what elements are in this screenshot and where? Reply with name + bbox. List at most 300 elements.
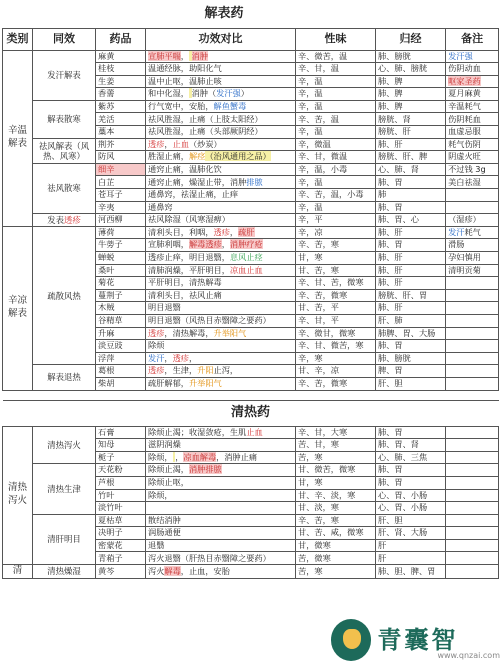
text-segment: 清明贡菊 — [448, 264, 481, 275]
text-segment: 耗气 — [464, 226, 481, 237]
text-segment: 除烦， — [148, 489, 173, 500]
drug-name: 淡竹叶 — [96, 502, 146, 515]
drug-name: 荆芥 — [96, 138, 146, 151]
drug-note — [446, 377, 499, 390]
drug-name: 夏枯草 — [96, 514, 146, 527]
text-segment: 消肿 — [191, 50, 208, 61]
drug-taste: 辛、苦，寒 — [296, 239, 376, 252]
group-xiehuo: 清热泻火 — [33, 426, 96, 464]
text-segment: 解痉 — [188, 151, 206, 162]
text-segment: 清肺润燥，平肝明目， — [148, 264, 230, 275]
herb-comparison-sheet — [2, 2, 498, 579]
text-segment: 和中化湿， — [148, 88, 189, 99]
text-segment: 伤阴耗血 — [448, 113, 481, 124]
section-spacer — [3, 390, 499, 400]
drug-name: 竹叶 — [96, 489, 146, 502]
drug-function — [146, 489, 296, 502]
drug-note — [446, 151, 499, 164]
table-row — [3, 464, 499, 477]
drug-meridian: 肺、肝 — [376, 264, 446, 277]
drug-function — [146, 476, 296, 489]
drug-note — [446, 302, 499, 315]
drug-function — [146, 426, 296, 439]
text-segment: 通鼻窍 — [148, 201, 173, 212]
drug-function — [146, 75, 296, 88]
drug-name: 防风 — [96, 151, 146, 164]
drug-note — [446, 138, 499, 151]
drug-meridian: 膀胱、肝、脾 — [376, 151, 446, 164]
text-segment: 消肿（ — [191, 88, 217, 99]
text-segment: 平肝明目，清热解毒 — [148, 277, 222, 288]
text-segment: 宣肺利咽， — [148, 239, 189, 250]
drug-function — [146, 252, 296, 265]
drug-function — [146, 113, 296, 126]
text-segment: ， — [229, 226, 239, 237]
text-segment: 解鱼蟹毒 — [213, 100, 247, 111]
drug-taste: 甘、苦，平 — [296, 302, 376, 315]
drug-note — [446, 252, 499, 265]
text-segment: 祛风胜湿，止痛（上肢太阳经） — [148, 113, 263, 124]
drug-function — [146, 451, 296, 464]
text-segment: 温中止呕，温肺止咳 — [148, 75, 222, 86]
drug-name: 石膏 — [96, 426, 146, 439]
drug-meridian: 肺、肝 — [376, 138, 446, 151]
text-segment: 退翳 — [148, 539, 165, 550]
drug-name: 知母 — [96, 439, 146, 452]
drug-name: 栀子 — [96, 451, 146, 464]
drug-taste: 辛、甘、微苦，寒 — [296, 340, 376, 353]
text-segment: 透疹 — [172, 352, 189, 363]
drug-function — [146, 201, 296, 214]
drug-function — [146, 514, 296, 527]
drug-meridian: 肺、膀胱 — [376, 50, 446, 63]
drug-note — [446, 176, 499, 189]
drug-name: 木贼 — [96, 302, 146, 315]
text-segment: （治风通用之品） — [205, 151, 271, 162]
category-qing: 清 — [3, 565, 33, 579]
text-segment: ， — [164, 352, 173, 363]
drug-meridian: 肺、胆、脾、胃 — [376, 565, 446, 579]
drug-name: 藁本 — [96, 126, 146, 139]
drug-meridian: 膀胱、肝 — [376, 126, 446, 139]
drug-meridian: 肺、肝 — [376, 302, 446, 315]
drug-name: 紫苏 — [96, 100, 146, 113]
drug-name: 柴胡 — [96, 377, 146, 390]
watermark-url: www.qnzai.com — [437, 650, 500, 660]
drug-function — [146, 340, 296, 353]
table-row — [3, 50, 499, 63]
drug-note — [446, 201, 499, 214]
drug-note — [446, 476, 499, 489]
text-segment: 解毒 — [164, 565, 181, 576]
drug-meridian: 心、肺、三焦 — [376, 451, 446, 464]
drug-meridian: 肺、胃 — [376, 239, 446, 252]
drug-function — [146, 377, 296, 390]
drug-function — [146, 264, 296, 277]
text-segment: 散结消肿 — [148, 514, 181, 525]
drug-note — [446, 100, 499, 113]
table-row — [3, 214, 499, 227]
drug-note — [446, 88, 499, 101]
drug-taste: 甘，微寒 — [296, 539, 376, 552]
drug-taste: 辛、甘，微温 — [296, 151, 376, 164]
drug-taste: 辛，温 — [296, 75, 376, 88]
group-fabiao — [33, 214, 96, 227]
drug-name: 辛夷 — [96, 201, 146, 214]
drug-note — [446, 352, 499, 365]
text-segment: ， — [175, 451, 184, 462]
drug-meridian: 肺、胃 — [376, 176, 446, 189]
text-segment: 通窍止痛，燥湿止带，消肿 — [148, 176, 247, 187]
drug-taste: 辛，寒 — [296, 352, 376, 365]
drug-note — [446, 552, 499, 565]
drug-function — [146, 126, 296, 139]
drug-function — [146, 314, 296, 327]
drug-note — [446, 189, 499, 202]
text-segment: 温通经脉，助阳化气 — [148, 63, 222, 74]
text-segment: 透疹 — [213, 226, 230, 237]
text-segment: （湿疹） — [448, 214, 481, 225]
text-segment: 明目退翳（风热目赤翳障之要药） — [148, 315, 271, 326]
drug-name: 谷精草 — [96, 314, 146, 327]
drug-function — [146, 100, 296, 113]
text-segment: 透疹 — [148, 138, 165, 149]
text-segment: ， — [180, 50, 189, 61]
drug-function — [146, 552, 296, 565]
drug-note — [446, 451, 499, 464]
header-meridian: 归经 — [376, 28, 446, 50]
drug-meridian: 肺、胃 — [376, 426, 446, 439]
text-segment: 呕家圣药 — [448, 75, 481, 86]
text-segment: ， — [221, 239, 230, 250]
drug-note — [446, 113, 499, 126]
drug-taste: 辛，温 — [296, 88, 376, 101]
drug-meridian: 肝、胆 — [376, 377, 446, 390]
drug-meridian: 肺、肝 — [376, 226, 446, 239]
drug-taste: 苦，寒 — [296, 565, 376, 579]
drug-taste: 辛、甘，温 — [296, 63, 376, 76]
text-segment: 发汗强 — [216, 88, 241, 99]
drug-note — [446, 426, 499, 439]
drug-note — [446, 565, 499, 579]
text-segment: 清利头目，祛风止痛 — [148, 289, 222, 300]
drug-taste: 甘、淡，寒 — [296, 502, 376, 515]
drug-function — [146, 539, 296, 552]
drug-taste: 辛，温 — [296, 126, 376, 139]
header-row — [3, 28, 499, 50]
drug-note — [446, 314, 499, 327]
watermark-name: 青囊智 — [377, 624, 459, 654]
drug-name: 浮萍 — [96, 352, 146, 365]
drug-name: 白芷 — [96, 176, 146, 189]
drug-meridian: 肝 — [376, 539, 446, 552]
drug-note — [446, 277, 499, 290]
section-title-qingre: 清热药 — [3, 400, 499, 426]
group-qinggan: 清肝明目 — [33, 514, 96, 564]
text-segment: 息风止痉 — [229, 252, 263, 263]
drug-function — [146, 50, 296, 63]
text-segment: 升举阳气 — [213, 327, 247, 338]
drug-meridian: 肺脾、胃、大肠 — [376, 327, 446, 340]
drug-meridian: 肺、胃 — [376, 476, 446, 489]
text-segment: 疏肝解郁， — [148, 378, 189, 389]
text-segment: 辛温耗气 — [448, 100, 481, 111]
drug-name: 升麻 — [96, 327, 146, 340]
drug-taste: 辛，平 — [296, 214, 376, 227]
drug-note — [446, 439, 499, 452]
table-row — [3, 100, 499, 113]
drug-note — [446, 539, 499, 552]
drug-meridian: 肺、胃 — [376, 464, 446, 477]
drug-meridian: 肺、肝 — [376, 252, 446, 265]
drug-meridian: 肺、膀胱 — [376, 352, 446, 365]
text-segment: 明目退翳 — [148, 302, 181, 313]
text-segment: 除烦止渴， — [148, 464, 189, 475]
drug-meridian: 肺、脾 — [376, 88, 446, 101]
text-segment: 止血 — [172, 138, 189, 149]
drug-function — [146, 289, 296, 302]
drug-function — [146, 239, 296, 252]
drug-note — [446, 63, 499, 76]
drug-function — [146, 352, 296, 365]
text-segment: 止血 — [246, 426, 263, 437]
drug-meridian: 肺、脾 — [376, 75, 446, 88]
drug-meridian: 膀胱、肾 — [376, 113, 446, 126]
header-category: 类别 — [3, 28, 33, 50]
text-segment: 发汗强 — [448, 50, 473, 61]
text-segment: 夏月麻黄 — [448, 88, 481, 99]
drug-note — [446, 489, 499, 502]
text-segment: 除烦止呕， — [148, 476, 189, 487]
text-segment: 孕妇慎用 — [448, 252, 481, 263]
category-qingre: 清热泻火 — [3, 426, 33, 565]
drug-note — [446, 226, 499, 239]
drug-taste: 甘、辛，凉 — [296, 365, 376, 378]
text-segment: ，消肿止痛 — [216, 451, 258, 462]
drug-function — [146, 88, 296, 101]
table-row — [3, 514, 499, 527]
drug-taste: 辛、苦，温 — [296, 113, 376, 126]
drug-function — [146, 189, 296, 202]
text-segment: 凉血止血 — [229, 264, 263, 275]
group-shengjin: 清热生津 — [33, 464, 96, 514]
drug-taste: 苦，寒 — [296, 451, 376, 464]
group-fahan: 发汗解表 — [33, 50, 96, 100]
table-row — [3, 163, 499, 176]
drug-function — [146, 327, 296, 340]
drug-name: 蝉蜕 — [96, 252, 146, 265]
group-fabiao-b: 透疹 — [64, 214, 81, 225]
drug-note — [446, 527, 499, 540]
drug-name: 决明子 — [96, 527, 146, 540]
drug-taste: 甘、辛、淡，寒 — [296, 489, 376, 502]
group-jietui: 解表退热 — [33, 365, 96, 390]
text-segment: 除烦， — [148, 451, 173, 462]
text-segment: 阴虚火旺 — [448, 151, 481, 162]
text-segment: 滋阴润燥 — [148, 439, 181, 450]
drug-note — [446, 289, 499, 302]
drug-note — [446, 464, 499, 477]
table-row — [3, 426, 499, 439]
drug-taste: 苦、甘，寒 — [296, 439, 376, 452]
drug-note — [446, 75, 499, 88]
drug-name: 苍耳子 — [96, 189, 146, 202]
text-segment: ，生津， — [164, 365, 198, 376]
header-note: 备注 — [446, 28, 499, 50]
drug-taste: 辛、甘，平 — [296, 314, 376, 327]
header-drug: 药品 — [96, 28, 146, 50]
drug-meridian: 肺、脾 — [376, 100, 446, 113]
table-row — [3, 226, 499, 239]
drug-taste: 苦，微寒 — [296, 552, 376, 565]
spacer-cell — [3, 390, 499, 400]
drug-taste: 辛，温，小毒 — [296, 163, 376, 176]
drug-name: 桑叶 — [96, 264, 146, 277]
drug-meridian: 肺、胃、心 — [376, 214, 446, 227]
section-title-jiebiao: 解表药 — [3, 2, 446, 28]
drug-function — [146, 138, 296, 151]
text-segment: 消肿疗疮 — [229, 239, 263, 250]
drug-meridian: 脾、胃 — [376, 365, 446, 378]
drug-taste: 辛、甘，大寒 — [296, 426, 376, 439]
drug-name: 细辛 — [96, 163, 146, 176]
drug-taste: 甘、苦、咸，微寒 — [296, 527, 376, 540]
drug-taste: 辛，温 — [296, 100, 376, 113]
text-segment: 润肠通便 — [148, 527, 181, 538]
text-segment: 除烦止渴；收湿敛疮，生肌 — [148, 426, 247, 437]
text-segment: 祛风除湿（风寒湿痹） — [148, 214, 230, 225]
drug-meridian: 肝 — [376, 552, 446, 565]
header-taste: 性味 — [296, 28, 376, 50]
drug-meridian: 心、胃、小肠 — [376, 489, 446, 502]
group-qufeng-1: 祛风解表（风热、风寒） — [33, 138, 96, 163]
text-segment: 血虚忌服 — [448, 126, 481, 137]
text-segment: 发汗 — [148, 352, 165, 363]
pouch-logo-icon — [331, 619, 371, 661]
text-segment: 宣肺平喘 — [148, 50, 181, 61]
drug-function — [146, 365, 296, 378]
text-segment: 透疹 — [148, 327, 165, 338]
text-segment: ， — [188, 352, 198, 363]
text-segment: 行气宽中，安胎， — [148, 100, 214, 111]
text-segment: 除烦 — [148, 340, 165, 351]
text-segment: 透疹 — [148, 365, 165, 376]
drug-meridian: 肝、肾、大肠 — [376, 527, 446, 540]
herb-table — [2, 2, 499, 579]
group-qufeng-2: 祛风散寒 — [33, 163, 96, 213]
text-segment: 通鼻窍，祛湿止痛，止痒 — [148, 189, 239, 200]
drug-name: 蔓荆子 — [96, 289, 146, 302]
drug-note — [446, 239, 499, 252]
text-segment: 发汗 — [448, 226, 465, 237]
category-xinliang: 辛凉解表 — [3, 226, 33, 390]
text-segment: 伤阴动血 — [448, 63, 481, 74]
table-row — [3, 565, 499, 579]
drug-name: 黄芩 — [96, 565, 146, 579]
drug-note — [446, 514, 499, 527]
drug-taste: 甘，寒 — [296, 476, 376, 489]
drug-meridian: 肺 — [376, 189, 446, 202]
drug-function — [146, 464, 296, 477]
drug-function — [146, 151, 296, 164]
text-segment: 不过钱 3g — [448, 163, 486, 174]
drug-taste: 辛，微温 — [296, 138, 376, 151]
drug-taste: 辛、甘、苦，微寒 — [296, 277, 376, 290]
text-segment: 耗气伤阴 — [448, 138, 481, 149]
drug-meridian: 心、肺、肾 — [376, 163, 446, 176]
text-segment: 祛风胜湿，止痛（头部厥阴经） — [148, 126, 263, 137]
text-segment: 止泻， — [213, 365, 239, 376]
drug-meridian: 肺、胃、肾 — [376, 439, 446, 452]
text-segment: 解毒透疹 — [188, 239, 222, 250]
watermark-logo — [325, 612, 500, 667]
drug-name: 河西柳 — [96, 214, 146, 227]
drug-note — [446, 126, 499, 139]
drug-meridian: 肝、胆 — [376, 514, 446, 527]
drug-meridian: 肺、胃 — [376, 340, 446, 353]
text-segment: 升举阳气 — [188, 378, 222, 389]
drug-function — [146, 226, 296, 239]
drug-taste: 辛、微苦，温 — [296, 50, 376, 63]
drug-function — [146, 277, 296, 290]
section-title-row — [3, 400, 499, 426]
drug-name: 薄荷 — [96, 226, 146, 239]
text-segment: 消肿排脓 — [188, 464, 222, 475]
drug-function — [146, 63, 296, 76]
drug-function — [146, 527, 296, 540]
text-segment: 通窍止痛，温肺化饮 — [148, 163, 222, 174]
drug-taste: 辛，凉 — [296, 226, 376, 239]
group-fabiao-a: 发表 — [47, 214, 64, 225]
drug-meridian: 肺、肝 — [376, 277, 446, 290]
drug-function — [146, 439, 296, 452]
drug-name: 葛根 — [96, 365, 146, 378]
group-jiebiao: 解表散寒 — [33, 100, 96, 138]
text-segment: 凉血解毒 — [183, 451, 217, 462]
drug-function — [146, 163, 296, 176]
text-segment: 升阳 — [197, 365, 214, 376]
drug-note — [446, 163, 499, 176]
drug-name: 桂枝 — [96, 63, 146, 76]
drug-name: 密蒙花 — [96, 539, 146, 552]
drug-name: 淡豆豉 — [96, 340, 146, 353]
drug-note — [446, 50, 499, 63]
drug-function — [146, 176, 296, 189]
drug-taste: 辛、苦，微寒 — [296, 289, 376, 302]
drug-taste: 辛，温 — [296, 176, 376, 189]
text-segment: 泻火退翳（肝热目赤翳障之要药） — [148, 552, 271, 563]
drug-taste: 甘、苦，寒 — [296, 264, 376, 277]
header-effect-group: 同效 — [33, 28, 96, 50]
drug-taste: 甘、微苦，微寒 — [296, 464, 376, 477]
drug-taste: 辛、苦，寒 — [296, 514, 376, 527]
text-segment: （炒炭） — [188, 138, 222, 149]
drug-note — [446, 365, 499, 378]
drug-meridian: 肝、肺 — [376, 314, 446, 327]
group-shusan: 疏散风热 — [33, 226, 96, 365]
drug-name: 麻黄 — [96, 50, 146, 63]
drug-name: 香薷 — [96, 88, 146, 101]
drug-name: 天花粉 — [96, 464, 146, 477]
text-segment: 胜湿止痛， — [148, 151, 189, 162]
drug-function — [146, 502, 296, 515]
drug-meridian: 心、肺、膀胱 — [376, 63, 446, 76]
drug-name: 牛蒡子 — [96, 239, 146, 252]
drug-name: 生姜 — [96, 75, 146, 88]
text-segment: 疏肝 — [238, 226, 255, 237]
drug-note — [446, 502, 499, 515]
drug-name: 芦根 — [96, 476, 146, 489]
